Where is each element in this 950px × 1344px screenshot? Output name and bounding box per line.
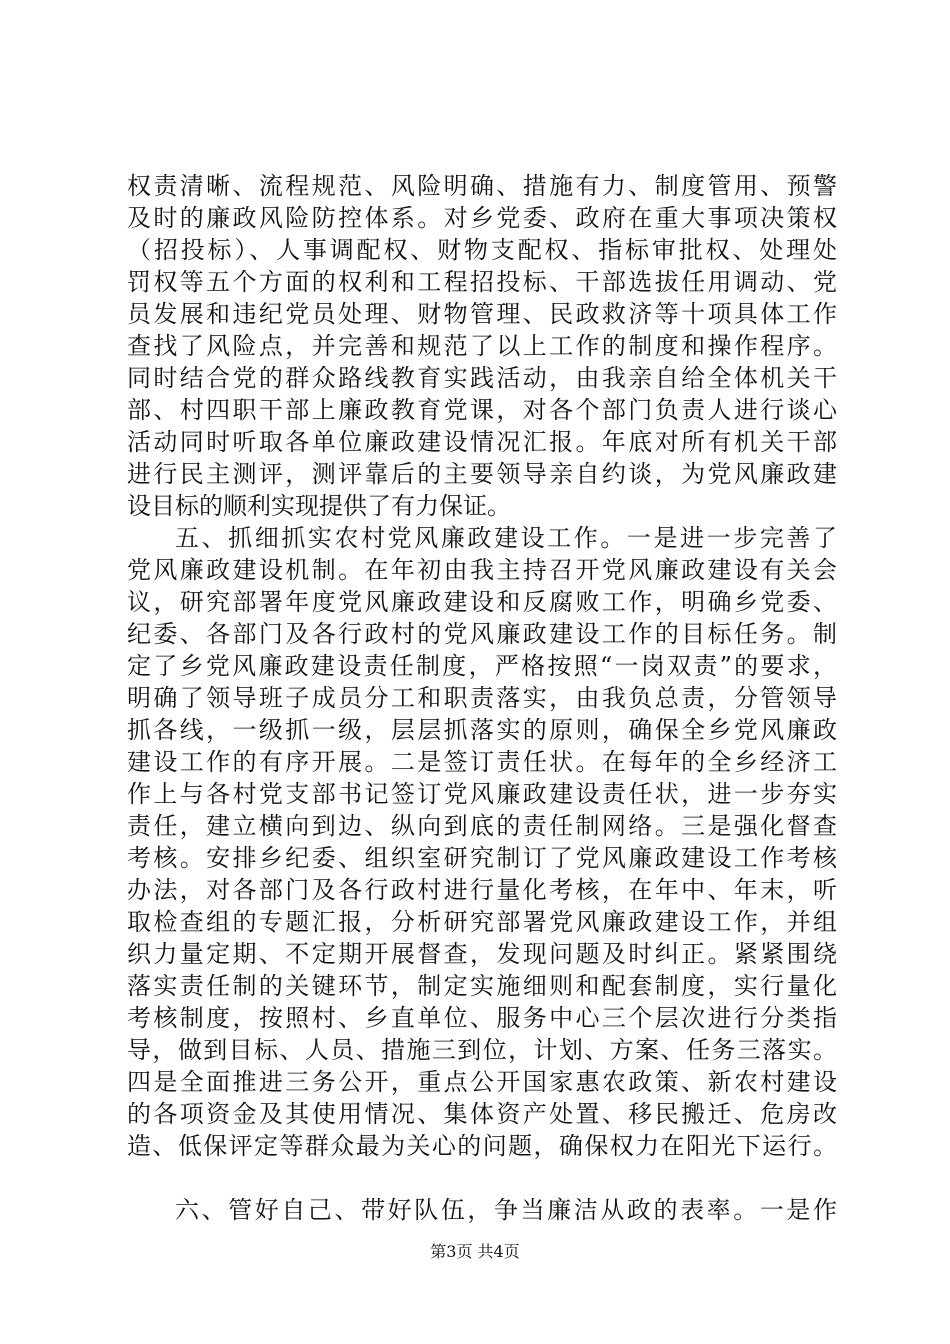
text-line: 员发展和违纪党员处理、财物管理、民政救济等十项具体工作 — [127, 300, 837, 328]
text-line: 取检查组的专题汇报，分析研究部署党风廉政建设工作，并组 — [127, 908, 837, 936]
paragraph-spacer — [127, 1162, 837, 1194]
text-line: 五、抓细抓实农村党风廉政建设工作。一是进一步完善了 — [175, 524, 837, 552]
text-line: 办法，对各部门及各行政村进行量化考核，在年中、年末，听 — [127, 876, 837, 904]
text-line: 及时的廉政风险防控体系。对乡党委、政府在重大事项决策权 — [127, 204, 837, 232]
text-line: 党风廉政建设机制。在年初由我主持召开党风廉政建设有关会 — [127, 556, 837, 584]
text-line: 罚权等五个方面的权利和工程招投标、干部选拔任用调动、党 — [127, 268, 837, 296]
text-line: 权责清晰、流程规范、风险明确、措施有力、制度管用、预警 — [127, 172, 837, 200]
page-footer: 第3页 共4页 — [430, 1242, 520, 1261]
text-line: 明确了领导班子成员分工和职责落实，由我负总责，分管领导 — [127, 684, 837, 712]
text-line: 落实责任制的关键环节，制定实施细则和配套制度，实行量化 — [127, 972, 837, 1000]
text-line: 查找了风险点，并完善和规范了以上工作的制度和操作程序。 — [127, 332, 837, 360]
text-line: 部、村四职干部上廉政教育党课，对各个部门负责人进行谈心 — [127, 396, 837, 424]
document-body — [127, 170, 837, 1226]
text-line: 四是全面推进三务公开，重点公开国家惠农政策、新农村建设 — [127, 1068, 837, 1096]
text-line: 设目标的顺利实现提供了有力保证。 — [127, 492, 511, 520]
text-line: 造、低保评定等群众最为关心的问题，确保权力在阳光下运行。 — [127, 1132, 837, 1160]
text-line: 责任，建立横向到边、纵向到底的责任制网络。三是强化督查 — [127, 812, 837, 840]
text-line: 的各项资金及其使用情况、集体资产处置、移民搬迁、危房改 — [127, 1100, 837, 1128]
text-line: 纪委、各部门及各行政村的党风廉政建设工作的目标任务。制 — [127, 620, 837, 648]
paragraph-2 — [127, 522, 837, 1162]
text-line: 建设工作的有序开展。二是签订责任状。在每年的全乡经济工 — [127, 748, 837, 776]
text-line: 导，做到目标、人员、措施三到位，计划、方案、任务三落实。 — [127, 1036, 837, 1064]
text-line: 织力量定期、不定期开展督查，发现问题及时纠正。紧紧围绕 — [127, 940, 837, 968]
text-line: 活动同时听取各单位廉政建设情况汇报。年底对所有机关干部 — [127, 428, 837, 456]
text-line: 考核制度，按照村、乡直单位、服务中心三个层次进行分类指 — [127, 1004, 837, 1032]
text-line: 定了乡党风廉政建设责任制度，严格按照“一岗双责”的要求， — [127, 652, 837, 680]
paragraph-3 — [127, 1194, 837, 1226]
text-line: 考核。安排乡纪委、组织室研究制订了党风廉政建设工作考核 — [127, 844, 837, 872]
text-line: （招投标）、人事调配权、财物支配权、指标审批权、处理处 — [127, 236, 837, 264]
text-line: 同时结合党的群众路线教育实践活动，由我亲自给全体机关干 — [127, 364, 837, 392]
text-line: 作上与各村党支部书记签订党风廉政建设责任状，进一步夯实 — [127, 780, 837, 808]
text-line: 进行民主测评，测评靠后的主要领导亲自约谈，为党风廉政建 — [127, 460, 837, 488]
text-line: 六、管好自己、带好队伍，争当廉洁从政的表率。一是作 — [175, 1196, 837, 1224]
paragraph-1 — [127, 170, 837, 522]
text-line: 议，研究部署年度党风廉政建设和反腐败工作，明确乡党委、 — [127, 588, 837, 616]
text-line: 抓各线，一级抓一级，层层抓落实的原则，确保全乡党风廉政 — [127, 716, 837, 744]
